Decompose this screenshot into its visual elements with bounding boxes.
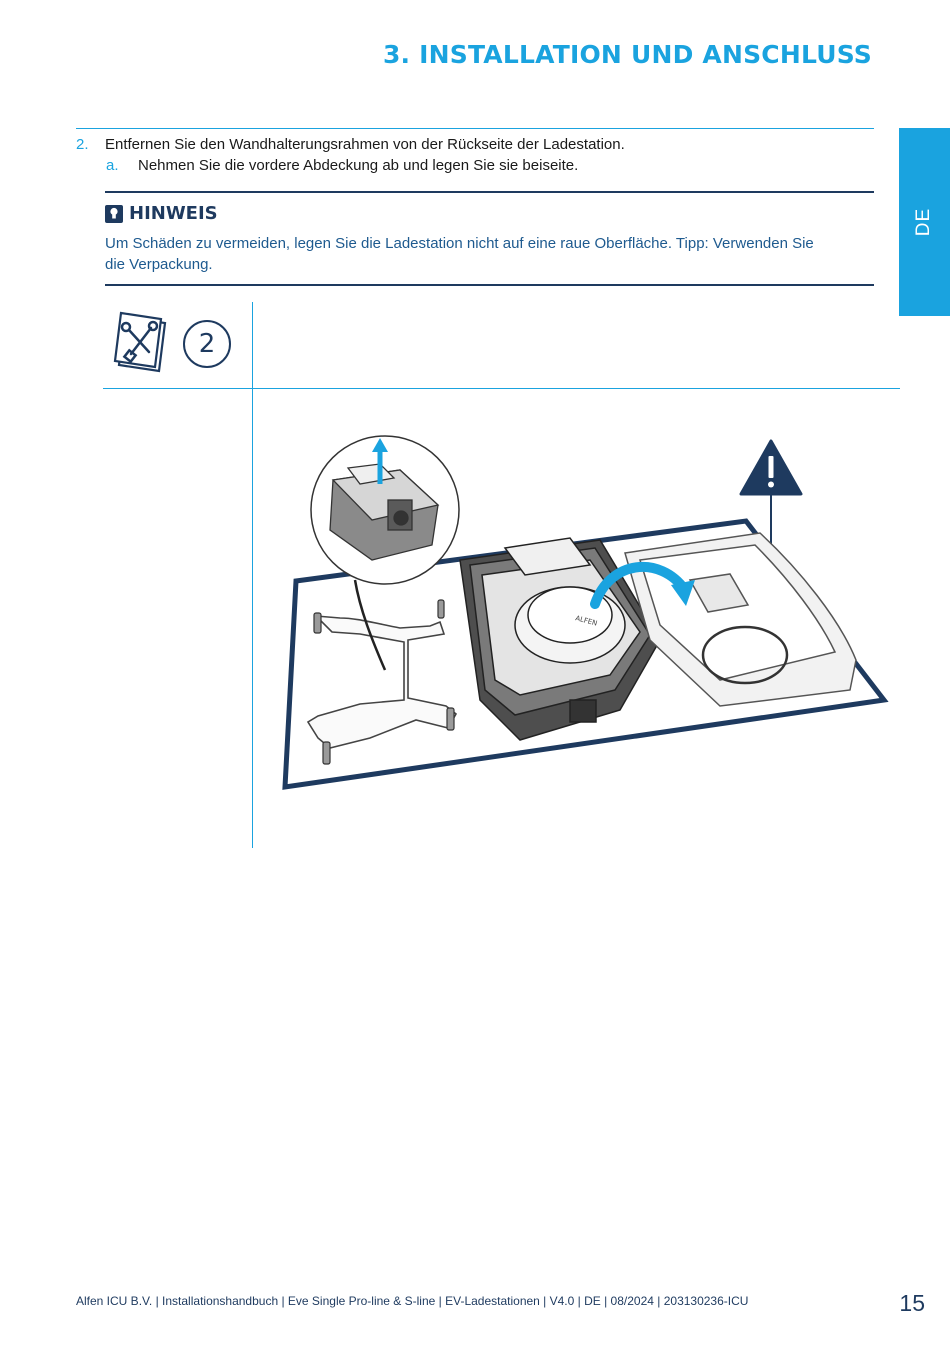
- page-number: 15: [899, 1290, 925, 1316]
- language-tab[interactable]: [899, 128, 950, 316]
- page-title: 3. INSTALLATION UND ANSCHLUSS: [382, 40, 872, 69]
- substep-item: [106, 156, 578, 176]
- notice-heading-text: HINWEIS: [129, 203, 218, 224]
- step-number: 2.: [76, 136, 89, 153]
- footer-text: Alfen ICU B.V. | Installationshandbuch | Eve Single Pro-line & S-line | EV-Ladestationen | V4.0 | DE | 08/2024 | 203130236-ICU: [76, 1294, 749, 1308]
- tools-icon: [115, 312, 171, 372]
- language-tab-label: DE: [913, 207, 935, 237]
- step-badge: [183, 320, 231, 368]
- step-text: Entfernen Sie den Wandhalterungsrahmen von der Rückseite der Ladestation.: [105, 136, 625, 153]
- charger-logo: ALFEN: [574, 614, 599, 628]
- substep-letter: a.: [106, 157, 119, 174]
- notice-heading: [105, 203, 218, 224]
- top-divider: [76, 128, 874, 129]
- notice-text: Um Schäden zu vermeiden, legen Sie die Ladestation nicht auf eine raue Oberfläche. Tipp: Verwenden Sie die Verpackung.: [105, 235, 814, 273]
- notice-top-rule: [105, 191, 874, 193]
- figure-column-divider: [252, 302, 253, 848]
- figure-header-divider: [103, 388, 900, 389]
- lightbulb-icon: [105, 205, 123, 223]
- step-item: [76, 135, 625, 155]
- step-badge-number: 2: [198, 329, 216, 359]
- installation-illustration: [280, 430, 900, 840]
- notice-bottom-rule: [105, 284, 874, 286]
- substep-text: Nehmen Sie die vordere Abdeckung ab und legen Sie sie beiseite.: [138, 157, 579, 174]
